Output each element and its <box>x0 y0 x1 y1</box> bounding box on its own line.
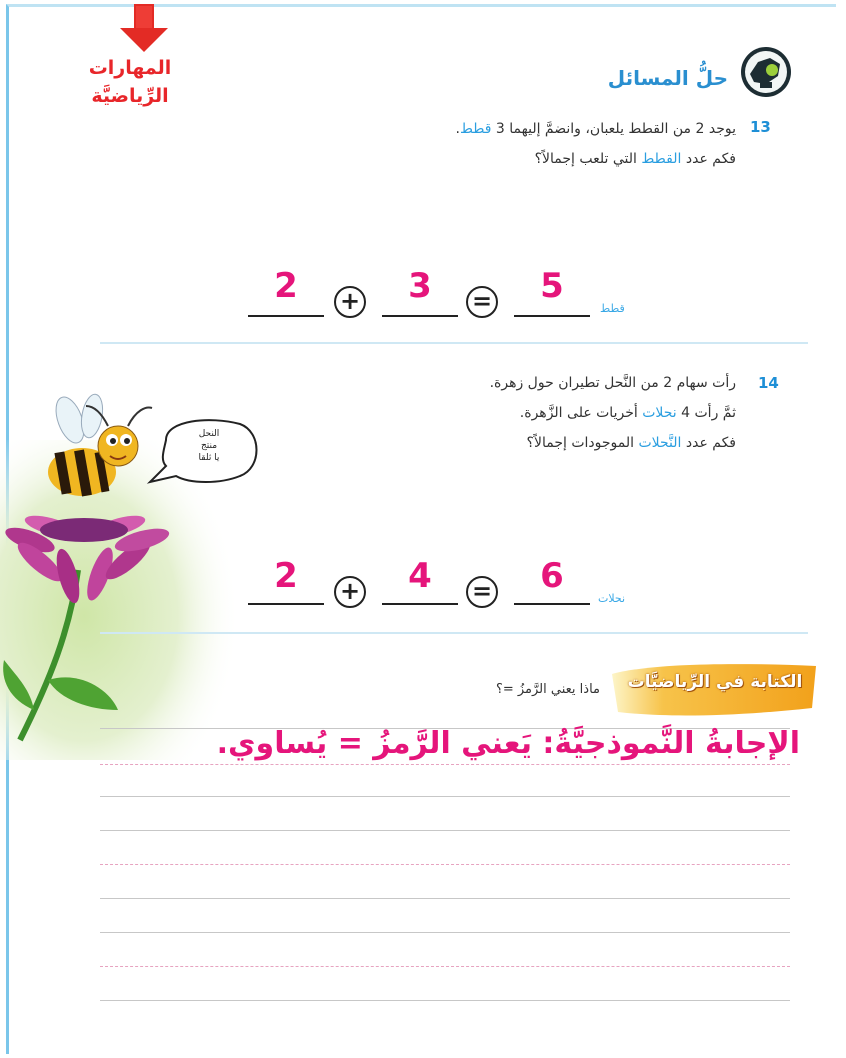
writing-line <box>100 830 790 831</box>
question-13-line2 <box>456 144 736 174</box>
skills-label-line1: المهارات <box>88 57 172 79</box>
eq14-blank-a <box>248 603 324 605</box>
arrow-down-icon <box>118 4 170 54</box>
writing-line-dashed <box>100 764 790 765</box>
q13-highlight-cats: قطط <box>460 121 492 137</box>
bubble-line3: يا ثلقا <box>198 453 220 463</box>
q14-line3-part1: فكم عدد <box>685 435 736 451</box>
writing-line <box>100 1000 790 1001</box>
bubble-line1: النحل <box>198 429 220 439</box>
bubble-line2: منتج <box>200 441 218 451</box>
eq13-blank-b <box>382 315 458 317</box>
eq13-equals-icon: = <box>466 286 498 318</box>
eq14-plus-icon: + <box>334 576 366 608</box>
eq13-unit: قطط <box>600 302 625 315</box>
writing-line <box>100 898 790 899</box>
eq14-blank-b <box>382 603 458 605</box>
eq13-result: 5 <box>540 266 564 306</box>
question-13-text <box>456 114 736 174</box>
eq13-addend-b: 3 <box>408 266 432 306</box>
question-14-line1: رأت سهام 2 من النَّحل تطيران حول زهرة. <box>489 375 736 391</box>
eq14-addend-a: 2 <box>274 556 298 596</box>
eq13-plus-icon: + <box>334 286 366 318</box>
eq13-addend-a: 2 <box>274 266 298 306</box>
speech-bubble-text <box>178 428 240 464</box>
q14-highlight-bees: نحلات <box>642 405 677 421</box>
writing-line <box>100 796 790 797</box>
q13-line1-part1: يوجد 2 من القطط يلعبان، وانضمَّ إليهما 3 <box>495 121 736 137</box>
question-14-text <box>490 368 736 458</box>
skills-label-line2: الرِّياضيَّة <box>91 85 169 107</box>
equation-14 <box>248 552 648 622</box>
eq14-addend-b: 4 <box>408 556 432 596</box>
q13-line1-part2: . <box>455 121 460 137</box>
writing-line <box>100 932 790 933</box>
eq14-result: 6 <box>540 556 564 596</box>
eq14-blank-result <box>514 603 590 605</box>
question-number-13: 13 <box>750 118 771 136</box>
question-14-line3 <box>490 428 736 458</box>
question-13-line1 <box>456 114 736 144</box>
eq14-equals-icon: = <box>466 576 498 608</box>
q13-highlight-cats-2: القطط <box>641 151 682 167</box>
writing-line-dashed <box>100 966 790 967</box>
question-number-14: 14 <box>758 374 779 392</box>
q14-line3-part2: الموجودات إجمالاً؟ <box>526 435 634 451</box>
separator-2 <box>100 632 808 634</box>
section-title: حلُّ المسائل <box>607 66 728 90</box>
copyright-sidebar <box>48 850 58 1020</box>
q14-highlight-bees-2: النَّحلات <box>638 435 682 451</box>
equation-13 <box>248 262 648 332</box>
writing-question: ماذا يعني الرَّمزُ =؟ <box>495 682 600 697</box>
separator-1 <box>100 342 808 344</box>
eq13-blank-result <box>514 315 590 317</box>
q14-line2-part2: أخريات على الزَّهرة. <box>519 405 638 421</box>
eq14-unit: نحلات <box>598 592 626 605</box>
skills-label <box>70 54 190 110</box>
eq13-blank-a <box>248 315 324 317</box>
question-14-line2 <box>490 398 736 428</box>
q13-line2-part1: فكم عدد <box>685 151 736 167</box>
q13-line2-part2: التي تلعب إجمالاً؟ <box>534 151 637 167</box>
model-answer: الإجابةُ النَّموذجيَّةُ: يَعني الرَّمزُ = يُساوي. <box>216 726 800 761</box>
q14-line2-part1: ثمَّ رأت 4 <box>681 405 736 421</box>
lightbulb-icon <box>738 44 794 100</box>
writing-line-dashed <box>100 864 790 865</box>
writing-banner-text: الكتابة في الرِّياضيَّات <box>627 672 803 692</box>
